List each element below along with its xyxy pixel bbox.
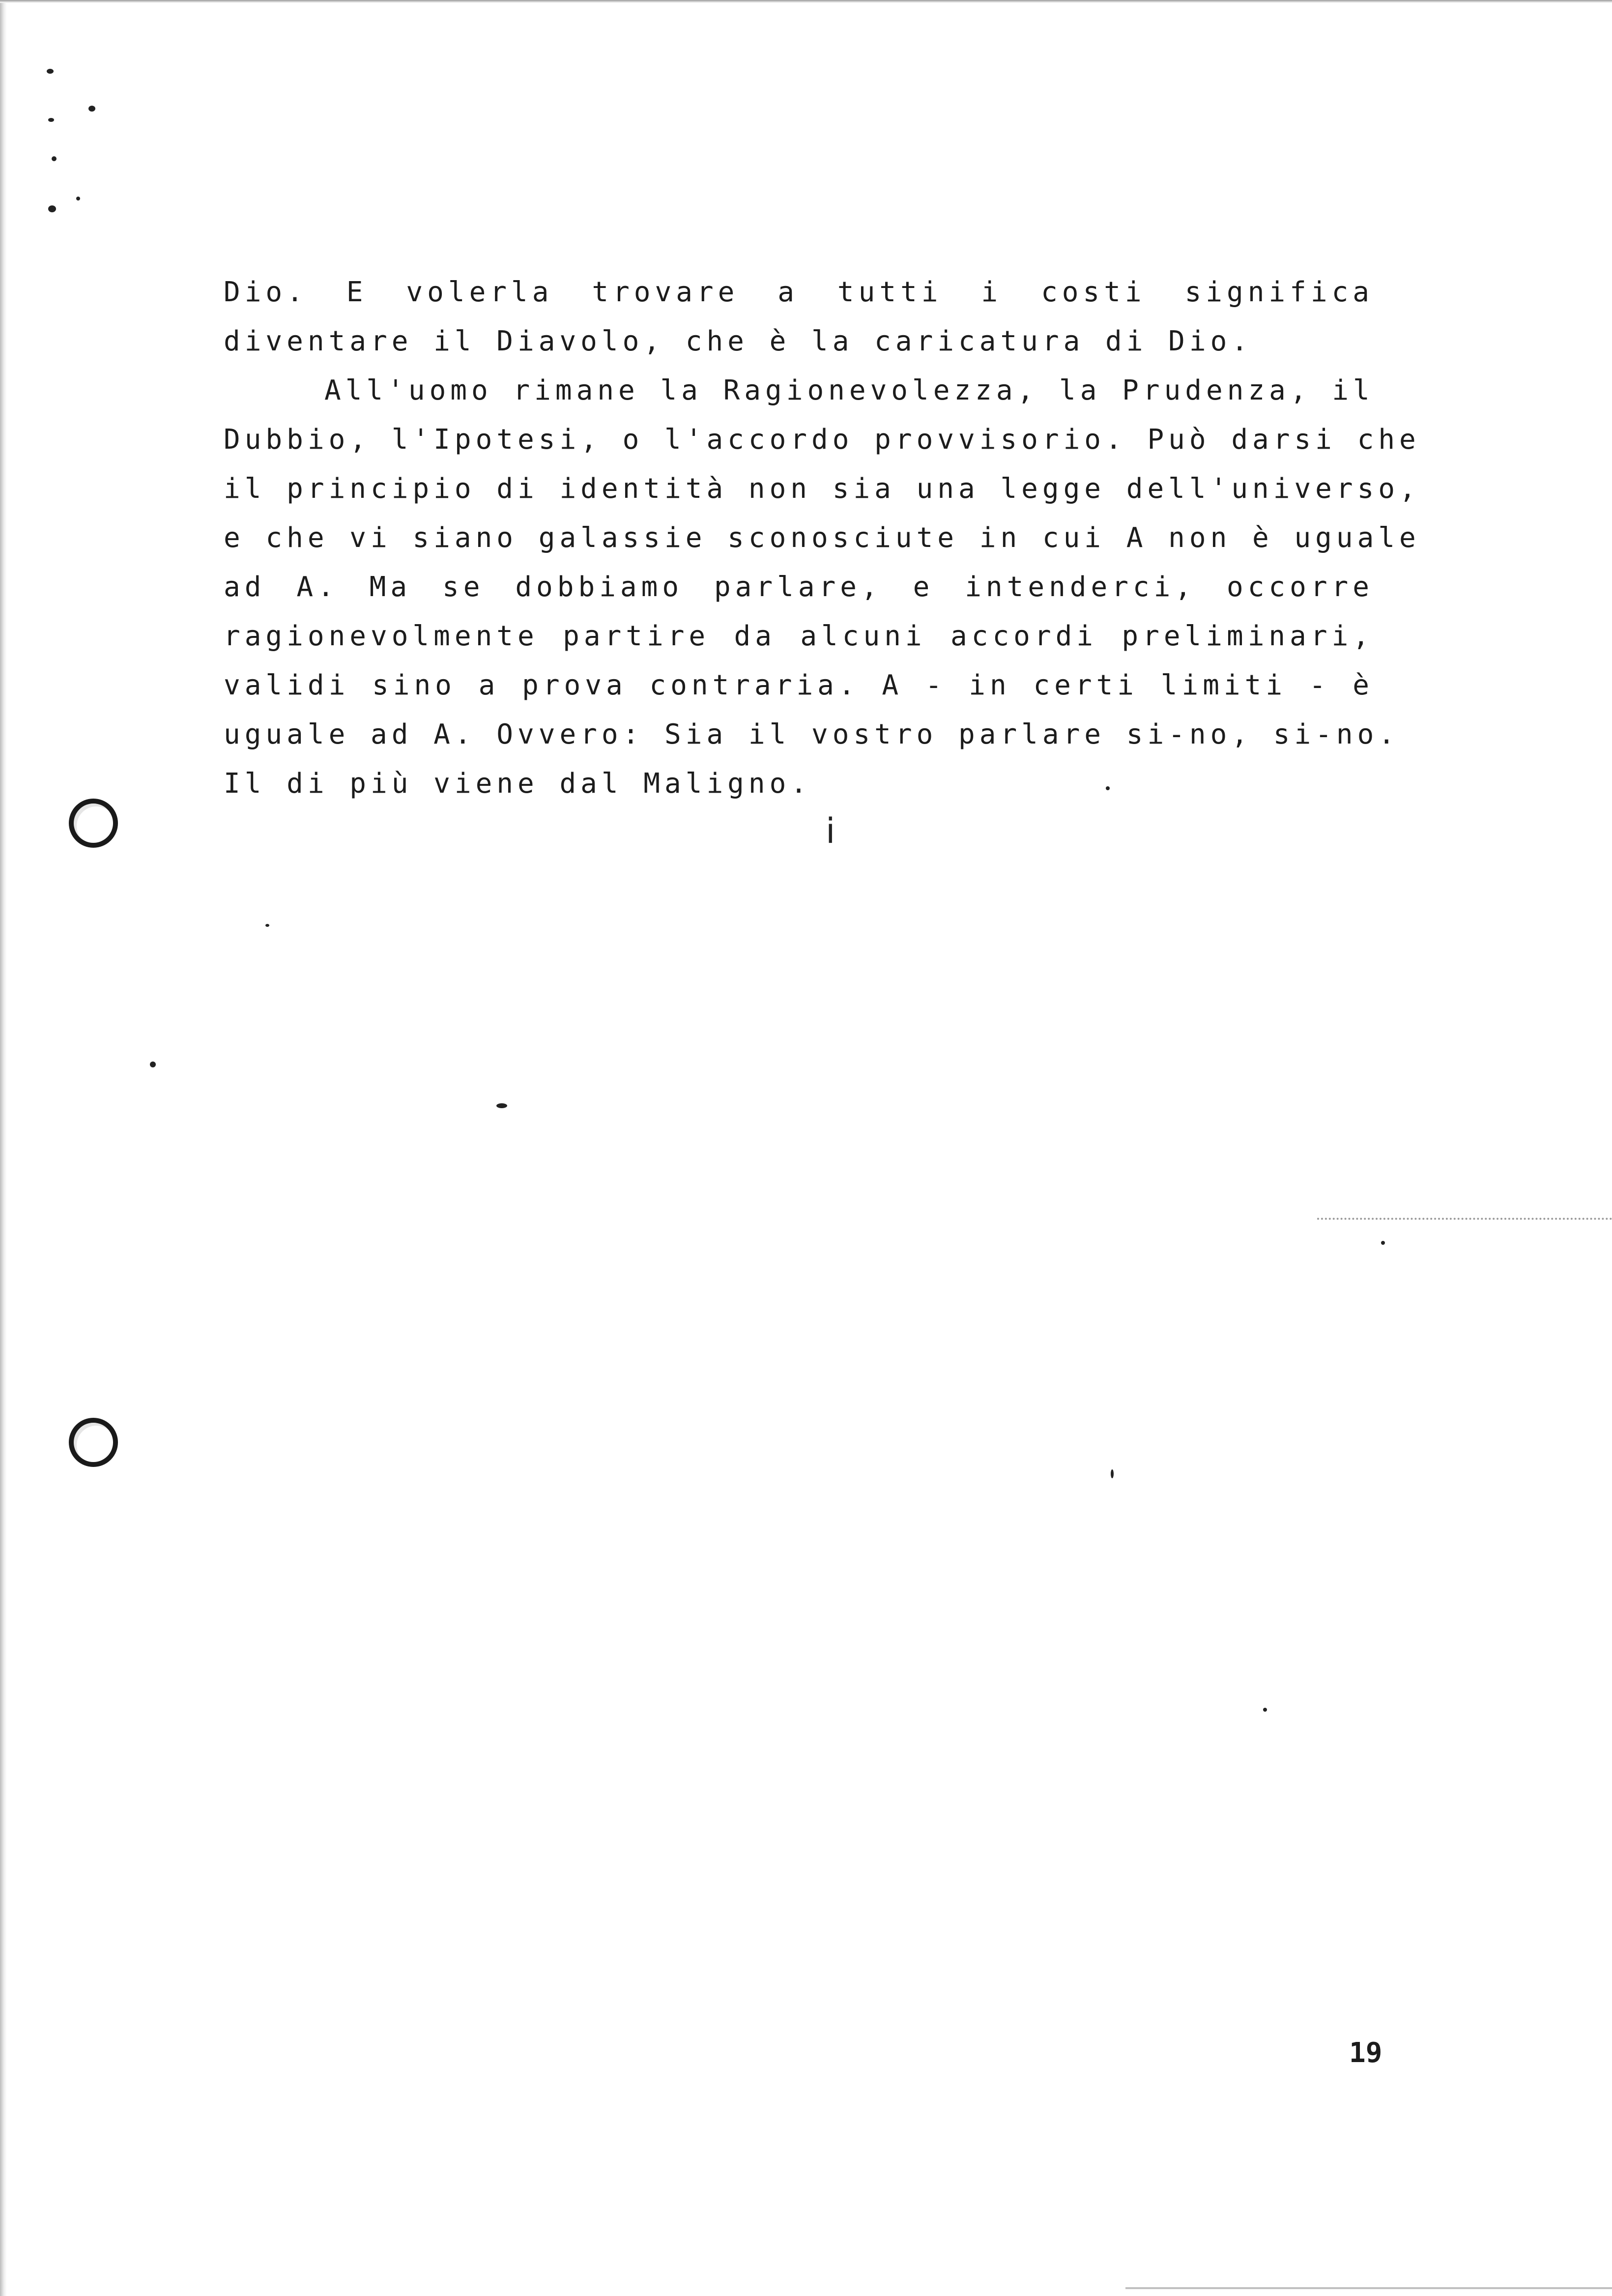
punch-hole-upper [69, 799, 118, 848]
text-line: il principio di identità non sia una legge dell'universo, [224, 473, 1420, 505]
scan-speck [88, 106, 95, 112]
scan-dotted-artifact [1317, 1218, 1612, 1220]
scan-speck [1263, 1708, 1267, 1712]
body-text [224, 268, 1420, 808]
scan-left-edge [0, 0, 7, 2296]
scan-speck [48, 118, 54, 122]
scan-bottom-edge [1125, 2287, 1612, 2289]
text-line: Dubbio, l'Ipotesi, o l'accordo provvisorio. Può darsi che [224, 424, 1420, 456]
text-line: ragionevolmente partire da alcuni accordi preliminari, [224, 620, 1374, 652]
text-line: uguale ad A. Ovvero: Sia il vostro parlare si-no, si-no. [224, 718, 1400, 750]
pen-mark: ⅰ [826, 811, 835, 851]
scan-speck [1381, 1241, 1385, 1245]
text-line: All'uomo rimane la Ragionevolezza, la Prudenza, il [324, 374, 1374, 406]
text-line: ad A. Ma se dobbiamo parlare, e intenderci, occorre [224, 571, 1374, 603]
page-number: 19 [1349, 2037, 1382, 2069]
punch-hole-lower [69, 1418, 118, 1467]
text-line: Il di più viene dal Maligno. [224, 768, 812, 800]
scan-speck [1111, 1469, 1114, 1478]
scan-speck [496, 1103, 507, 1108]
scan-speck [76, 197, 80, 201]
scan-speck [47, 69, 54, 74]
scan-speck [265, 924, 269, 927]
text-line: Dio. E volerla trovare a tutti i costi significa [224, 276, 1374, 308]
text-line: diventare il Diavolo, che è la caricatura di Dio. [224, 325, 1253, 357]
scan-speck [52, 156, 57, 161]
text-line: e che vi siano galassie sconosciute in cui A non è uguale [224, 522, 1420, 554]
text-line: validi sino a prova contraria. A - in certi limiti - è [224, 669, 1374, 701]
scan-speck [150, 1062, 156, 1067]
scan-speck [48, 205, 56, 212]
scan-top-edge [0, 0, 1612, 3]
